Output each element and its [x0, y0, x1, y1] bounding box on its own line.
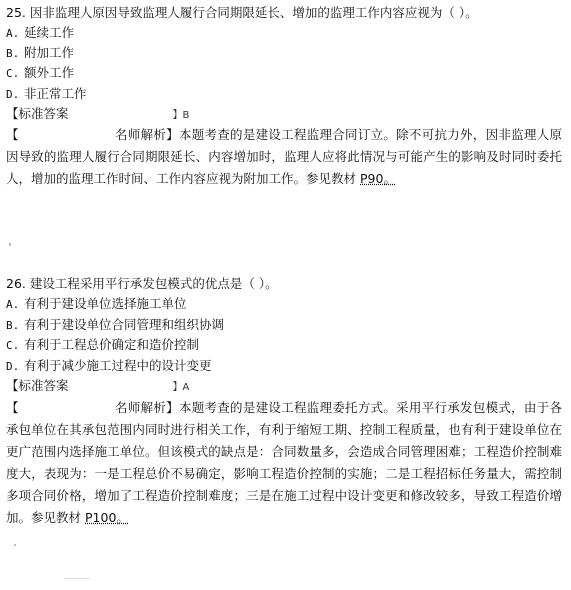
answer-value: 】A	[172, 382, 190, 393]
option-letter: B.	[6, 319, 20, 332]
option-text: 额外工作	[24, 65, 75, 80]
answer-label: 【标准答案	[6, 378, 69, 393]
analysis-reference: P100。	[85, 510, 129, 525]
q26-option-d	[6, 357, 212, 376]
option-letter: D.	[6, 360, 20, 373]
analysis-label: 名师解析】	[114, 400, 179, 415]
option-text: 延续工作	[24, 25, 75, 40]
answer-label: 【标准答案	[6, 106, 69, 121]
analysis-label: 名师解析】	[114, 127, 179, 142]
q26-stem: 26. 建设工程采用平行承发包模式的优点是（ ）。	[6, 276, 278, 291]
analysis-bracket: 【	[6, 127, 19, 142]
option-letter: A.	[6, 27, 20, 40]
redaction-blank	[69, 377, 173, 395]
q25-option-d	[6, 85, 87, 104]
q25-stem: 25. 因非监理人原因导致监理人履行合同期限延长、增加的监理工作内容应视为（ ）。	[6, 5, 478, 20]
option-text: 附加工作	[24, 45, 75, 60]
q26-option-a	[6, 295, 187, 314]
q25-answer	[6, 105, 189, 125]
option-letter: C.	[6, 67, 20, 80]
q26-answer	[6, 377, 189, 397]
analysis-text: 本题考查的是建设工程监理委托方式。采用平行承发包模式，由于各承包单位在其承包范围内同时进行相关工作，有利于缩短工期、控制工程质量，也有利于建设单位在更广范围内选择施工单位。但该模式的缺点是：合同数量多，会造成合同管理困难；工程造价控制难度大，表现为：一是工程总价不易确定，影响工程造价控制的实施；二是工程招标任务量大，需控制多项合同价格，增加了工程造价控制难度；三是在施工过程中设计变更和修改较多，导致工程造价增加。参见教材	[6, 400, 562, 525]
q25-option-b	[6, 44, 74, 63]
option-text: 有利于建设单位合同管理和组织协调	[24, 317, 225, 332]
scan-speck	[9, 243, 11, 246]
option-letter: B.	[6, 47, 20, 60]
q26-analysis	[6, 397, 562, 529]
analysis-reference: P90。	[360, 171, 396, 186]
q26-option-c	[6, 336, 199, 355]
option-text: 非正常工作	[24, 86, 87, 101]
redaction-blank	[19, 397, 115, 419]
analysis-text: 本题考查的是建设工程监理合同订立。除不可抗力外，因非监理人原因导致的监理人履行合同期限延长、内容增加时，监理人应将此情况与可能产生的影响及时同时委托人，增加的监理工作时间、工作内容应视为附加工作。参见教材	[6, 127, 562, 186]
option-text: 有利于减少施工过程中的设计变更	[24, 358, 212, 373]
q25-analysis	[6, 124, 562, 190]
option-letter: A.	[6, 298, 20, 311]
redaction-blank	[19, 124, 115, 146]
option-text: 有利于工程总价确定和造价控制	[24, 337, 200, 352]
option-letter: D.	[6, 88, 20, 101]
q25-option-a	[6, 24, 74, 43]
option-text: 有利于建设单位选择施工单位	[24, 296, 187, 311]
analysis-bracket: 【	[6, 400, 19, 415]
answer-value: 】B	[172, 110, 190, 121]
option-letter: C.	[6, 339, 20, 352]
scan-speck	[14, 544, 16, 546]
q26-option-b	[6, 316, 224, 335]
q25-option-c	[6, 64, 74, 83]
scan-speck	[64, 578, 90, 579]
redaction-blank	[69, 105, 173, 123]
